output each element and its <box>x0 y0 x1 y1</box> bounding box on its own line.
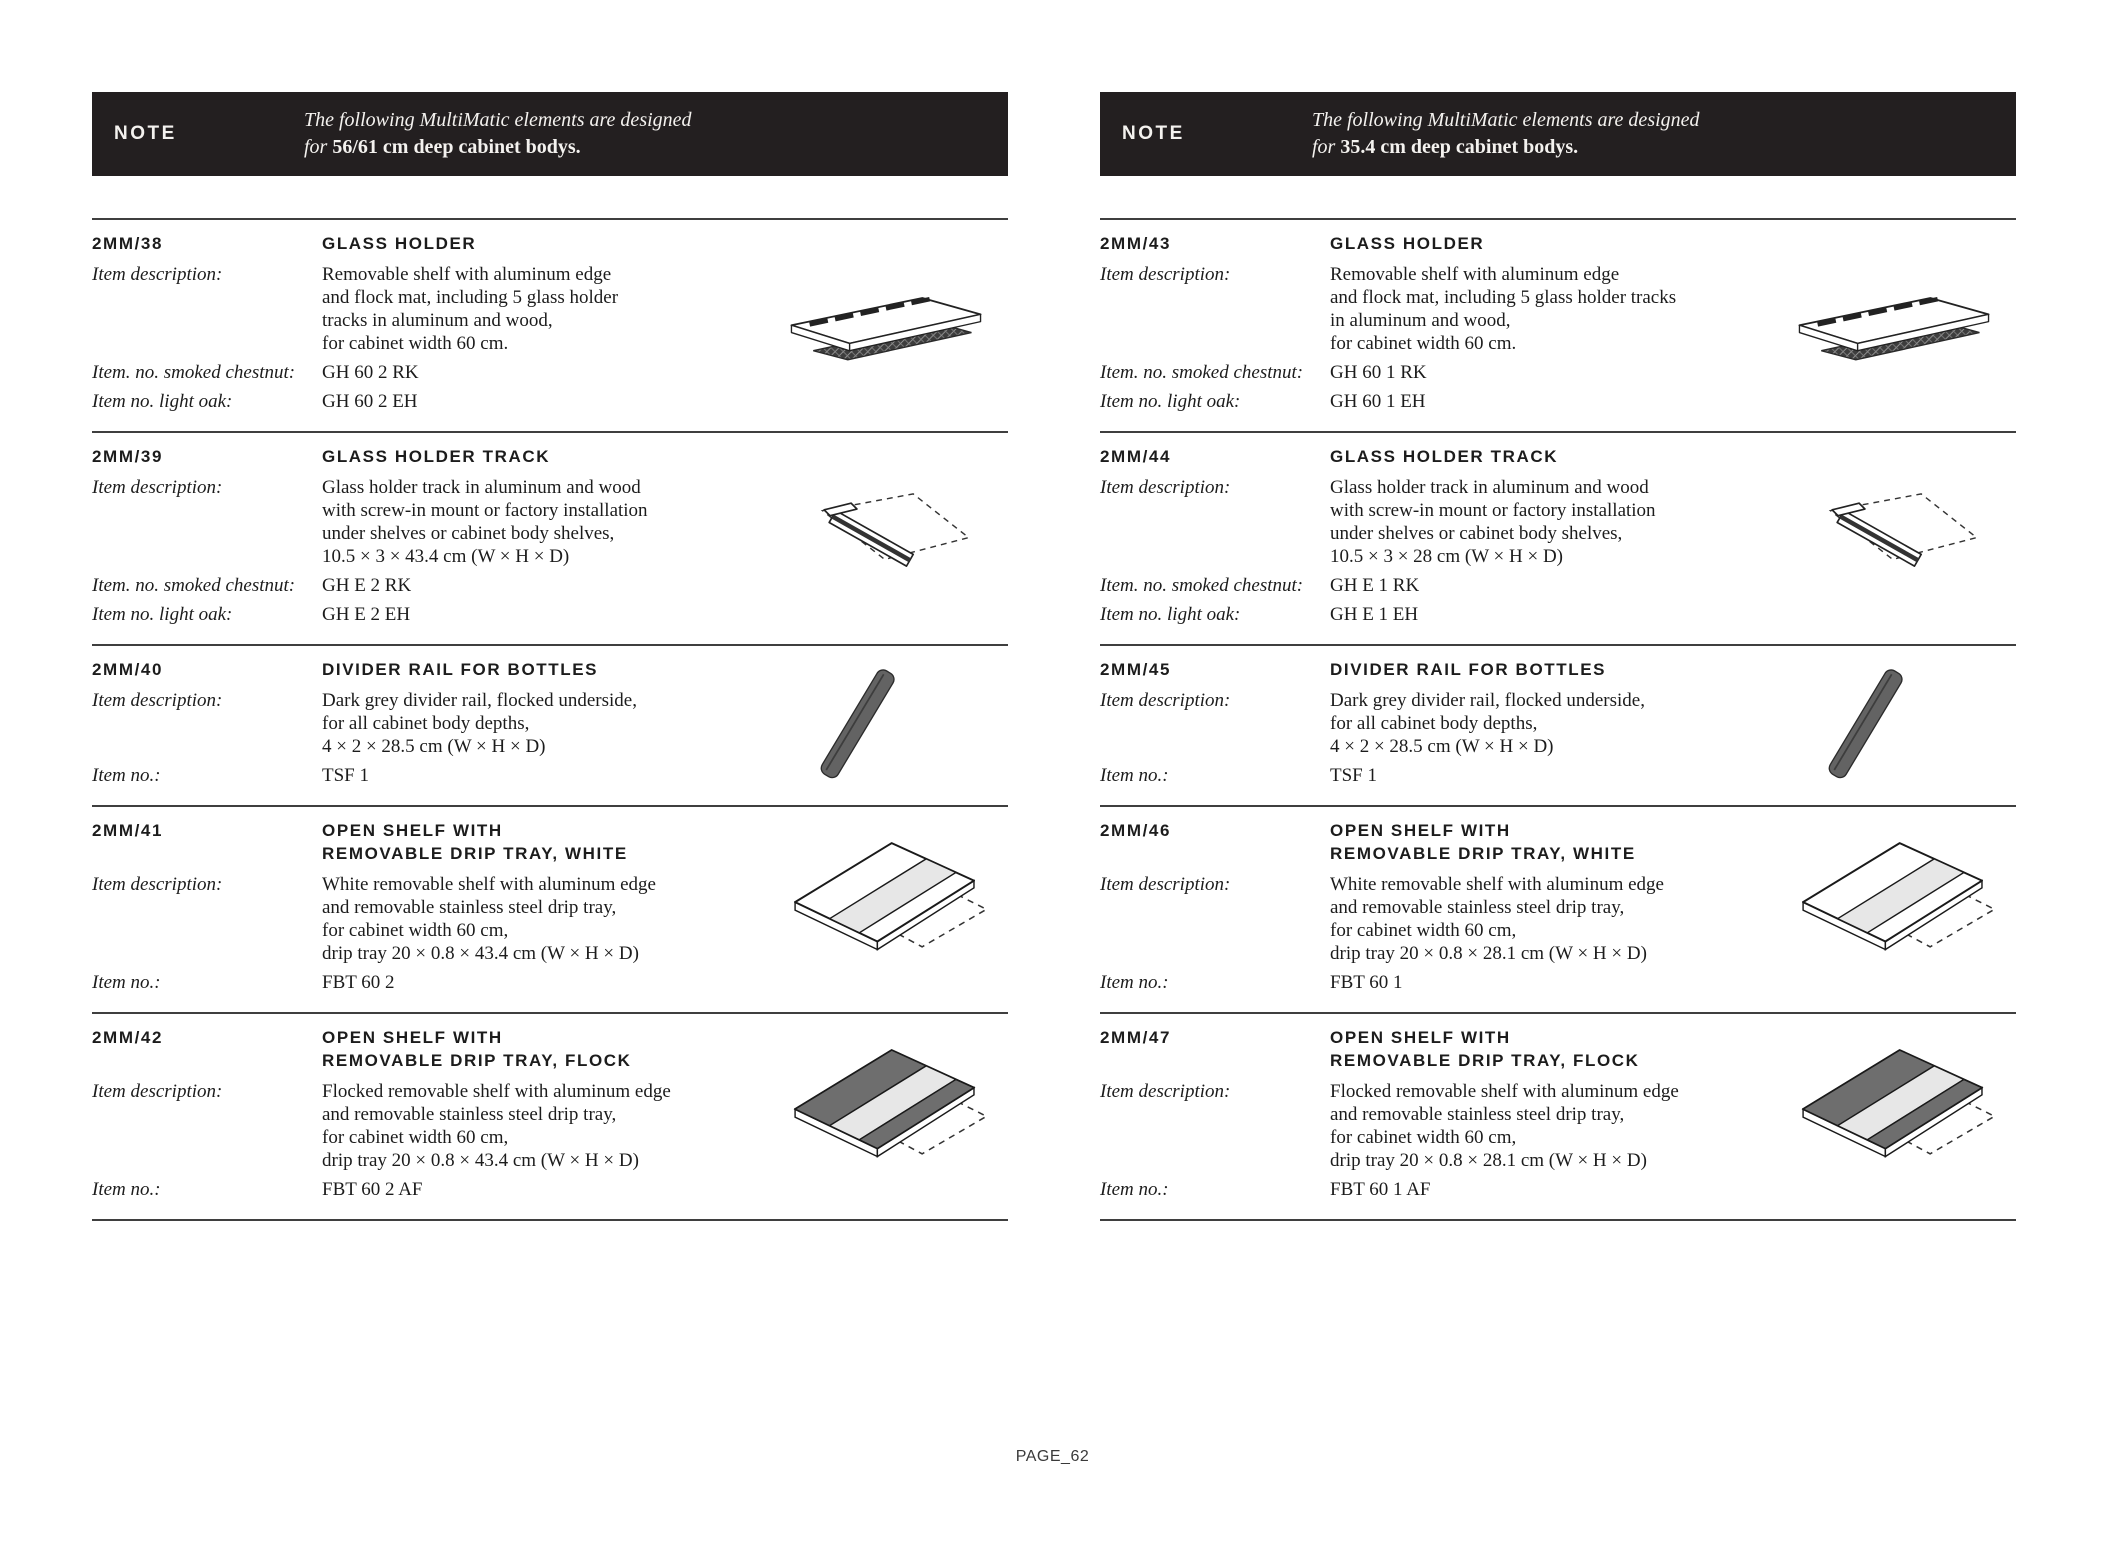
text-line: Glass holder track in aluminum and wood <box>322 477 641 498</box>
text-line: GLASS HOLDER <box>322 234 477 253</box>
detail-label: Item no. light oak: <box>92 604 233 625</box>
detail-value <box>1330 603 1418 626</box>
text-line: OPEN SHELF WITH <box>322 1028 503 1047</box>
open-shelf-white-illustration <box>1794 827 2000 988</box>
text-line: OPEN SHELF WITH <box>1330 821 1511 840</box>
text-line: 10.5 × 3 × 43.4 cm (W × H × D) <box>322 546 570 567</box>
text-line: under shelves or cabinet body shelves, <box>1330 523 1623 544</box>
product-code: 2MM/44 <box>1100 447 1172 466</box>
glass-holder-track-illustration <box>1812 477 1980 578</box>
text-line: GH 60 2 RK <box>322 362 419 383</box>
note-label: NOTE <box>114 123 177 144</box>
detail-row <box>92 390 1008 413</box>
text-line: REMOVABLE DRIP TRAY, FLOCK <box>322 1051 632 1070</box>
detail-value <box>1330 263 1676 355</box>
product-header <box>1100 232 2016 255</box>
detail-label: Item description: <box>92 690 223 711</box>
detail-row <box>92 603 1008 626</box>
product-title <box>1330 232 1484 255</box>
detail-label: Item. no. smoked chestnut: <box>92 362 296 383</box>
glass-holder-illustration <box>1794 278 1994 378</box>
text-line: for cabinet width 60 cm. <box>322 333 509 354</box>
product-section <box>92 431 1008 644</box>
text-line: DIVIDER RAIL FOR BOTTLES <box>1330 660 1607 679</box>
text-line: OPEN SHELF WITH <box>1330 1028 1511 1047</box>
product-title <box>322 658 598 681</box>
text-line: and flock mat, including 5 glass holder <box>322 287 619 308</box>
product-title <box>322 1026 632 1072</box>
open-shelf-flock-illustration <box>786 1034 992 1195</box>
product-code: 2MM/42 <box>92 1028 164 1047</box>
text-line: Flocked removable shelf with aluminum edge <box>1330 1081 1679 1102</box>
text-line: FBT 60 2 AF <box>322 1179 423 1200</box>
detail-label: Item. no. smoked chestnut: <box>1100 575 1304 596</box>
text-line: in aluminum and wood, <box>1330 310 1511 331</box>
product-title <box>1330 819 1636 865</box>
product-list <box>92 218 1008 1221</box>
text-line: for cabinet width 60 cm. <box>1330 333 1517 354</box>
text-line: for all cabinet body depths, <box>1330 713 1538 734</box>
note-label: NOTE <box>1122 123 1185 144</box>
detail-value <box>1330 476 1656 568</box>
open-shelf-flock-illustration <box>1794 1034 2000 1195</box>
text-line: Dark grey divider rail, flocked underside, <box>1330 690 1645 711</box>
detail-value <box>322 603 410 626</box>
text-line: Flocked removable shelf with aluminum edge <box>322 1081 671 1102</box>
detail-label: Item description: <box>1100 1081 1231 1102</box>
note-line-1: The following MultiMatic elements are designed <box>1312 109 1700 131</box>
detail-label: Item description: <box>92 264 223 285</box>
text-line: for all cabinet body depths, <box>322 713 530 734</box>
detail-value <box>1330 1080 1679 1172</box>
detail-label: Item description: <box>1100 874 1231 895</box>
product-code: 2MM/46 <box>1100 821 1172 840</box>
detail-value <box>1330 1178 1431 1201</box>
text-line: FBT 60 2 <box>322 972 395 993</box>
detail-value <box>322 764 369 787</box>
product-title <box>1330 658 1606 681</box>
detail-label: Item description: <box>92 874 223 895</box>
text-line: GH 60 1 EH <box>1330 391 1426 412</box>
text-line: REMOVABLE DRIP TRAY, FLOCK <box>1330 1051 1640 1070</box>
detail-row <box>1100 603 2016 626</box>
product-code: 2MM/45 <box>1100 660 1172 679</box>
detail-label: Item. no. smoked chestnut: <box>1100 362 1304 383</box>
product-title <box>322 819 628 865</box>
text-line: and removable stainless steel drip tray, <box>1330 897 1625 918</box>
text-line: with screw-in mount or factory installation <box>1330 500 1656 521</box>
detail-value <box>1330 689 1645 758</box>
text-line: REMOVABLE DRIP TRAY, WHITE <box>322 844 628 863</box>
detail-value <box>322 689 637 758</box>
catalog-column-left <box>92 0 1008 1221</box>
product-section <box>1100 218 2016 431</box>
product-code: 2MM/41 <box>92 821 164 840</box>
text-line: DIVIDER RAIL FOR BOTTLES <box>322 660 599 679</box>
text-line: FBT 60 1 AF <box>1330 1179 1431 1200</box>
product-code: 2MM/38 <box>92 234 164 253</box>
text-line: 4 × 2 × 28.5 cm (W × H × D) <box>1330 736 1554 757</box>
product-code: 2MM/47 <box>1100 1028 1172 1047</box>
text-line: White removable shelf with aluminum edge <box>322 874 656 895</box>
product-header <box>92 232 1008 255</box>
text-line: TSF 1 <box>322 765 369 786</box>
detail-label: Item no. light oak: <box>1100 391 1241 412</box>
detail-value <box>1330 971 1403 994</box>
detail-label: Item no.: <box>92 972 161 993</box>
detail-value <box>322 1080 671 1172</box>
text-line: TSF 1 <box>1330 765 1377 786</box>
product-list <box>1100 218 2016 1221</box>
detail-label: Item description: <box>1100 477 1231 498</box>
detail-value <box>1330 764 1377 787</box>
text-line: under shelves or cabinet body shelves, <box>322 523 615 544</box>
text-line: tracks in aluminum and wood, <box>322 310 553 331</box>
text-line: Removable shelf with aluminum edge <box>1330 264 1620 285</box>
detail-label: Item description: <box>92 477 223 498</box>
note-line-2: for 35.4 cm deep cabinet bodys. <box>1312 136 1579 158</box>
detail-label: Item description: <box>92 1081 223 1102</box>
note-line-1: The following MultiMatic elements are designed <box>304 109 692 131</box>
text-line: GLASS HOLDER TRACK <box>322 447 551 466</box>
glass-holder-track-illustration <box>804 477 972 578</box>
text-line: for cabinet width 60 cm, <box>1330 1127 1517 1148</box>
detail-label: Item no.: <box>92 1179 161 1200</box>
detail-label: Item no. light oak: <box>1100 604 1241 625</box>
text-line: GH E 2 RK <box>322 575 412 596</box>
text-line: and flock mat, including 5 glass holder tracks <box>1330 287 1677 308</box>
text-line: drip tray 20 × 0.8 × 43.4 cm (W × H × D) <box>322 1150 639 1171</box>
detail-label: Item no.: <box>1100 765 1169 786</box>
text-line: GH 60 1 RK <box>1330 362 1427 383</box>
detail-value <box>322 1178 423 1201</box>
text-line: for cabinet width 60 cm, <box>1330 920 1517 941</box>
product-section <box>92 805 1008 1012</box>
detail-label: Item no.: <box>92 765 161 786</box>
text-line: 4 × 2 × 28.5 cm (W × H × D) <box>322 736 546 757</box>
divider-rail-illustration <box>818 662 898 786</box>
note-line-2: for 56/61 cm deep cabinet bodys. <box>304 136 581 158</box>
detail-value <box>322 476 648 568</box>
product-section <box>1100 644 2016 805</box>
detail-label: Item no.: <box>1100 972 1169 993</box>
text-line: Dark grey divider rail, flocked underside, <box>322 690 637 711</box>
product-title <box>322 445 550 468</box>
text-line: and removable stainless steel drip tray, <box>1330 1104 1625 1125</box>
text-line: drip tray 20 × 0.8 × 28.1 cm (W × H × D) <box>1330 943 1647 964</box>
detail-value <box>1330 361 1427 384</box>
product-section <box>1100 1012 2016 1219</box>
product-header <box>1100 445 2016 468</box>
detail-value <box>322 390 418 413</box>
detail-value <box>322 574 411 597</box>
detail-value <box>322 361 419 384</box>
text-line: GH E 1 RK <box>1330 575 1420 596</box>
note-banner <box>92 92 1008 176</box>
product-section <box>92 644 1008 805</box>
detail-value <box>1330 574 1419 597</box>
text-line: Removable shelf with aluminum edge <box>322 264 612 285</box>
note-text <box>304 107 692 161</box>
text-line: GH E 1 EH <box>1330 604 1419 625</box>
text-line: OPEN SHELF WITH <box>322 821 503 840</box>
product-header <box>92 445 1008 468</box>
text-line: and removable stainless steel drip tray, <box>322 1104 617 1125</box>
product-section <box>92 1012 1008 1219</box>
product-section <box>1100 431 2016 644</box>
product-section <box>92 218 1008 431</box>
product-code: 2MM/40 <box>92 660 164 679</box>
text-line: FBT 60 1 <box>1330 972 1403 993</box>
detail-label: Item no. light oak: <box>92 391 233 412</box>
product-title <box>1330 445 1558 468</box>
text-line: Glass holder track in aluminum and wood <box>1330 477 1649 498</box>
page-number: PAGE_62 <box>1015 1448 1090 1465</box>
detail-label: Item. no. smoked chestnut: <box>92 575 296 596</box>
product-code: 2MM/39 <box>92 447 164 466</box>
note-text <box>1312 107 1700 161</box>
text-line: drip tray 20 × 0.8 × 28.1 cm (W × H × D) <box>1330 1150 1647 1171</box>
product-section <box>1100 805 2016 1012</box>
open-shelf-white-illustration <box>786 827 992 988</box>
detail-value <box>1330 390 1426 413</box>
text-line: GLASS HOLDER TRACK <box>1330 447 1559 466</box>
detail-value <box>1330 873 1664 965</box>
text-line: for cabinet width 60 cm, <box>322 920 509 941</box>
text-line: 10.5 × 3 × 28 cm (W × H × D) <box>1330 546 1564 567</box>
text-line: and removable stainless steel drip tray, <box>322 897 617 918</box>
text-line: GH E 2 EH <box>322 604 411 625</box>
text-line: REMOVABLE DRIP TRAY, WHITE <box>1330 844 1636 863</box>
product-code: 2MM/43 <box>1100 234 1172 253</box>
text-line: White removable shelf with aluminum edge <box>1330 874 1664 895</box>
text-line: GLASS HOLDER <box>1330 234 1485 253</box>
note-banner <box>1100 92 2016 176</box>
detail-label: Item description: <box>1100 690 1231 711</box>
product-title <box>322 232 476 255</box>
detail-value <box>322 873 656 965</box>
detail-value <box>322 263 618 355</box>
text-line: for cabinet width 60 cm, <box>322 1127 509 1148</box>
glass-holder-illustration <box>786 278 986 378</box>
detail-value <box>322 971 395 994</box>
text-line: drip tray 20 × 0.8 × 43.4 cm (W × H × D) <box>322 943 639 964</box>
text-line: with screw-in mount or factory installation <box>322 500 648 521</box>
detail-label: Item description: <box>1100 264 1231 285</box>
divider-rail-illustration <box>1826 662 1906 786</box>
text-line: GH 60 2 EH <box>322 391 418 412</box>
detail-label: Item no.: <box>1100 1179 1169 1200</box>
detail-row <box>1100 390 2016 413</box>
product-title <box>1330 1026 1640 1072</box>
catalog-column-right <box>1100 0 2016 1221</box>
